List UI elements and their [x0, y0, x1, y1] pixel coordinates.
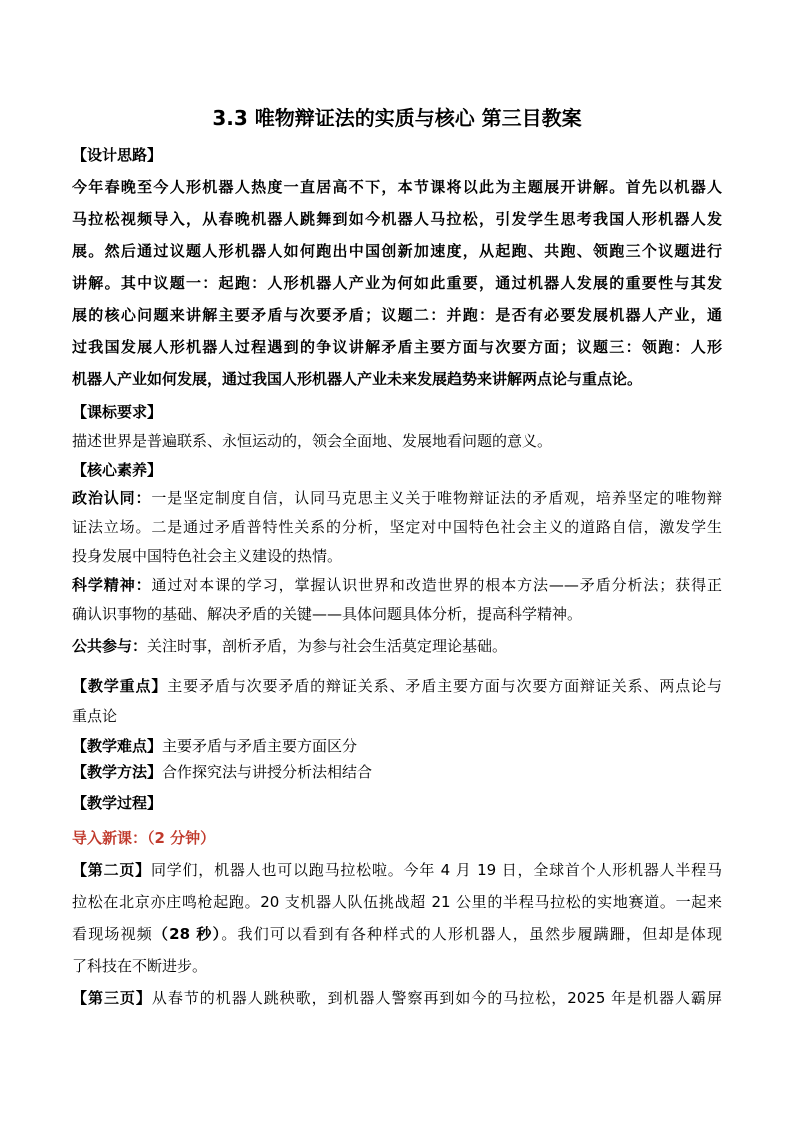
- design-line-5: 展的核心问题来讲解主要矛盾与次要矛盾；议题二：并跑：是否有必要发展机器人产业，通: [72, 306, 722, 324]
- design-line-6: 过我国发展人形机器人过程遇到的争议讲解矛盾主要方面与次要方面；议题三：领跑：人形: [72, 338, 722, 356]
- page2-text-3a: 看现场视频: [72, 925, 153, 943]
- political-line-1: [72, 488, 722, 508]
- difficulty-text: 主要矛盾与矛盾主要方面区分: [162, 737, 358, 755]
- design-line-2: 马拉松视频导入，从春晚机器人跳舞到如今机器人马拉松，引发学生思考我国人形机器人发: [72, 210, 722, 228]
- section-heading-literacy: 【核心素养】: [72, 461, 163, 479]
- science-line-2: 确认识事物的基础、解决矛盾的关键——具体问题具体分析，提高科学精神。: [72, 605, 583, 623]
- page2-line-3: [72, 924, 722, 944]
- page3-line-1: [72, 988, 722, 1008]
- page2-line-1: [72, 860, 722, 880]
- page3-label: 【第三页】: [72, 989, 152, 1007]
- public-line: [72, 636, 722, 656]
- page2-text-3c: 。我们可以看到有各种样式的人形机器人，虽然步履蹒跚，但却是体现: [221, 925, 722, 943]
- section-heading-difficulty: 【教学难点】: [72, 737, 163, 755]
- method-line: [72, 762, 722, 782]
- design-line-7: 机器人产业如何发展，通过我国人形机器人产业未来发展趋势来讲解两点论与重点论。: [72, 370, 643, 388]
- political-text-1: 一是坚定制度自信，认同马克思主义关于唯物辩证法的矛盾观，培养坚定的唯物辩: [151, 489, 722, 507]
- key-points-line-1: [72, 676, 722, 696]
- page2-line-2: 拉松在北京亦庄鸣枪起跑。20 支机器人队伍挑战超 21 公里的半程马拉松的实地赛道。一起来: [72, 893, 722, 911]
- page2-video-duration: （28 秒）: [152, 925, 222, 943]
- standard-text: 描述世界是普遍联系、永恒运动的，领会全面地、发展地看问题的意义。: [72, 432, 553, 450]
- section-heading-standard: 【课标要求】: [72, 403, 163, 421]
- page2-label: 【第二页】: [72, 861, 151, 879]
- political-line-2: 证法立场。二是通过矛盾普特性关系的分析，坚定对中国特色社会主义的道路自信，激发学生: [72, 518, 722, 536]
- science-text-1: 通过对本课的学习，掌握认识世界和改造世界的根本方法——矛盾分析法；获得正: [151, 576, 722, 594]
- science-line-1: [72, 575, 722, 595]
- method-text: 合作探究法与讲授分析法相结合: [162, 763, 373, 781]
- political-line-3: 投身发展中国特色社会主义建设的热情。: [72, 547, 343, 565]
- key-points-text-1: 主要矛盾与次要矛盾的辩证关系、矛盾主要方面与次要方面辩证关系、两点论与: [167, 677, 722, 695]
- page2-line-4: 了科技在不断进步。: [72, 957, 208, 975]
- section-heading-process: 【教学过程】: [72, 794, 163, 812]
- design-line-3: 展。然后通过议题人形机器人如何跑出中国创新加速度，从起跑、共跑、领跑三个议题进行: [72, 242, 722, 260]
- science-label: 科学精神：: [72, 576, 152, 594]
- design-line-4: 讲解。其中议题一：起跑：人形机器人产业为何如此重要，通过机器人发展的重要性与其发: [72, 274, 722, 292]
- key-points-line-2: 重点论: [72, 707, 118, 725]
- section-heading-design: 【设计思路】: [72, 146, 163, 164]
- intro-heading: 导入新课：（2 分钟）: [72, 829, 216, 847]
- design-line-1: 今年春晚至今人形机器人热度一直居高不下，本节课将以此为主题展开讲解。首先以机器人: [72, 178, 722, 196]
- difficulty-line: [72, 736, 722, 756]
- section-heading-key-points: 【教学重点】: [72, 677, 168, 695]
- public-label: 公共参与：: [72, 637, 148, 655]
- section-heading-method: 【教学方法】: [72, 763, 163, 781]
- page-title: 3.3 唯物辩证法的实质与核心 第三目教案: [212, 106, 582, 130]
- page2-text-1: 同学们，机器人也可以跑马拉松啦。今年 4 月 19 日，全球首个人形机器人半程马: [150, 861, 722, 879]
- public-text: 关注时事，剖析矛盾，为参与社会生活莫定理论基础。: [147, 637, 508, 655]
- page3-text-1: 从春节的机器人跳秧歌，到机器人警察再到如今的马拉松，2025 年是机器人霸屏: [151, 989, 722, 1007]
- political-label: 政治认同：: [72, 489, 152, 507]
